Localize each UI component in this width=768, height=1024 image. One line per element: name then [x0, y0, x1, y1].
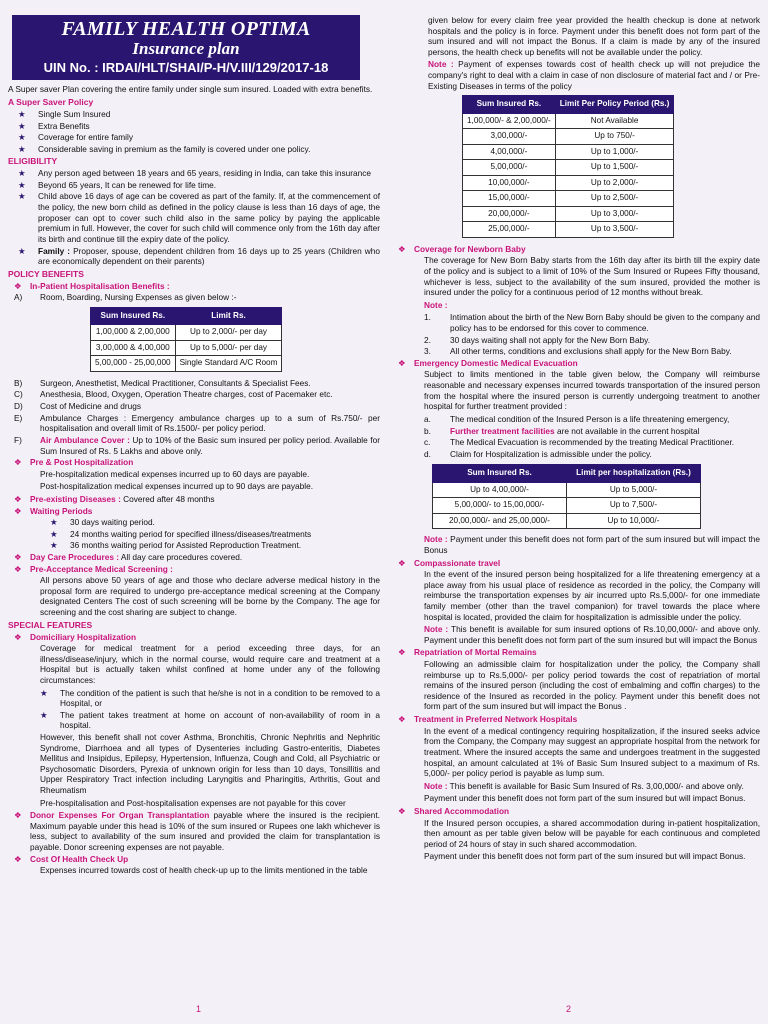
diamond-icon: ❖ [14, 457, 22, 468]
list-item: ❖ Domiciliary Hospitalization [8, 632, 380, 643]
list-item: 2. 30 days waiting shall not apply for the New Born Baby. [424, 334, 651, 345]
star-icon: ★ [18, 143, 26, 154]
table-row: 1,00,000/- & 2,00,000/- Not Available [463, 113, 674, 129]
diamond-icon: ❖ [14, 551, 22, 562]
list-item: ❖ Emergency Domestic Medical Evacuation [392, 358, 760, 369]
title-banner [12, 15, 360, 80]
policy-benefits-heading: POLICY BENEFITS [8, 268, 84, 279]
table-row: 20,00,000/- Up to 3,000/- [463, 206, 674, 222]
list-item: A) Room, Boarding, Nursing Expenses as given below :- [14, 292, 237, 303]
super-saver-heading: A Super Saver Policy [8, 97, 94, 108]
diamond-icon: ❖ [398, 557, 406, 568]
list-item: ★ Single Sum Insured [8, 109, 380, 120]
table-row: 3,00,000 & 4,00,000 Up to 5,000/- per day [91, 340, 282, 356]
list-item: ★ Family : Proposer, spouse, dependent children from 16 days up to 25 years (Children who are economically dependent on their parents) [8, 246, 380, 267]
list-item: D) Cost of Medicine and drugs [14, 401, 142, 412]
health-checkup-table: Sum Insured Rs. Limit Per Policy Period (Rs.) 1,00,000/- & 2,00,000/- Not Available 3,00,000/- Up to 750/- 4,00,000/- Up to 1,000/- 5,00,000/- Up to 1,500/- 10,00,000/- Up to 2,000/- 15,00,000/- Up to 2,500/- 20,00,000/- Up to 3,000/- 25,00,000/- Up to 3,500/- [462, 95, 674, 238]
star-icon: ★ [18, 168, 26, 179]
list-item: B) Surgeon, Anesthetist, Medical Practitioner, Consultants & Specialist Fees. [14, 377, 311, 388]
list-item: 1. Intimation about the birth of the New Born Baby should be given to the company and policy has to be endorsed for this cover to commence. [424, 312, 760, 334]
list-item: ❖ Shared Accommodation [392, 806, 760, 817]
list-item: F) Air Ambulance Cover : Up to 10% of the Basic sum insured per policy period. Available for Sum Insured of Rs. 5 Lakhs and above only. [14, 434, 380, 456]
table-row: 1,00,000 & 2,00,000 Up to 2,000/- per day [91, 325, 282, 341]
intro-text: A Super saver Plan covering the entire family under single sum insured. Loaded with extra benefits. [8, 84, 373, 95]
list-item: ❖ In-Patient Hospitalisation Benefits : [8, 281, 380, 292]
star-icon: ★ [40, 687, 48, 698]
diamond-icon: ❖ [14, 563, 22, 574]
list-item: ❖ Pre-existing Diseases : Covered after 48 months [8, 494, 380, 505]
list-item: ★ 24 months waiting period for specified illness/diseases/treatments [8, 529, 380, 540]
diamond-icon: ❖ [14, 505, 22, 516]
diamond-icon: ❖ [14, 810, 22, 821]
room-limits-table: Sum Insured Rs. Limit Rs. 1,00,000 & 2,00,000 Up to 2,000/- per day 3,00,000 & 4,00,000 Up to 5,000/- per day 5,00,000 - 25,00,000 Single Standard A/C Room [90, 307, 282, 372]
diamond-icon: ❖ [398, 714, 406, 725]
page-number: 2 [566, 1004, 572, 1015]
right-column: given below for every claim free year provided the health checkup is done at network hospitals and the policy is in force. Payment under this benefit does not form part of the sum insured and will not impact the Bonus. If a claim is made by any of the insured persons, the health check up benefits will not be available under the policy. Note : Payment of expenses towards cost of health check up will not prejudice the company's right to deal with a claim in case of non disclosure of material fact and / or Pre-Existing Diseases in terms of the policy Sum Insured Rs. Limit Per Policy Period (Rs.) 1,00,000/- & 2,00,000/- Not Available 3,00,000/- Up to 750/- 4,00,000/- Up to 1,000/- 5,00,000/- Up to 1,500/- 10,00,000/- Up to 2,000/- 15,00,000/- Up to 2,500/- 20,00,000/- Up to 3,000/- 25,00,000/- Up to 3,500/- ❖ Coverage for Newborn Baby The coverage for New Born Baby starts from the 16th day after its birth till the expiry date of the policy and is subject to a limit of 10% of the Sum Insured or Rupees Fifty thousand, whichever is less, subject to the availability of the sum insured, provided the mother is insured under the policy for a continuous period of 12 months without break. Note : 1. Intimation about the birth of the New Born Baby should be given to the company and policy has to be endorsed for this cover to commence. 2. 30 days waiting shall not apply for the New Born Baby. 3. All other terms, conditions and exclusions shall apply for the New Born Baby. ❖ Emergency Domestic Medical Evacuation Subject to limits mentioned in the table given below, the Company will reimburse reasonable and necessary expenses incurred towards transportation of the insured person from the hospital where the insured person is currently undergoing treatment to another hospital for further treatment provided : a. The medical condition of the Insured Person is a life threatening emergency, b. Further treatment facilities are not available in the current hospital c. The Medical Evacuation is recommended by the treating Medical Practitioner. d. Claim for Hospitalization is admissible under the policy. Sum Insured Rs. Limit per hospitalization (Rs.) Up to 4,00,000/- Up to 5,000/- 5,00,000/- to 15,00,000/- Up to 7,500/- 20,00,000/- and 25,00,000/- Up to 10,000/- Note : Payment under this benefit does not form part of the sum insured but will impact the Bonus ❖ Compassionate travel In the event of the insured person being hospitalized for a life threatening emergency at a place away from his usual place of residence as recorded in the policy, the Company will reimburse the transportation expenses by air incurred upto Rs.5,000/- for one immediate family member (other than the travel companion) for travel towards the place where hospital is located, provided the claim for hospitalization is admissible under the policy. Note : This benefit is available for sum insured options of Rs.10,00,000/- and above only. Payment under this benefit does not form part of the sum insured but will impact the Bonus ❖ Repatriation of Mortal Remains Following an admissible claim for hospitalization under the policy, the Company shall reimburse up to Rs.5,000/- per policy period towards the cost of repatriation of mortal remains of the insured person (including the cost of embalming and coffin charges) to the residence of the Insured as recorded in the policy. Payment under this benefit does not form part of the sum insured but will impact the Bonus . ❖ Treatment in Preferred Network Hospitals In the event of a medical contingency requiring hospitalization, if the insured seeks advice from the Company, the Company may suggest an appropriate hospital from the network for treatment. Where the insured accepts the same and undergoes treatment in the suggested hospital, an amount calculated at 1% of Basic Sum Insured subject to a maximum of Rs. 5,000/- per policy period is payable as lump sum. Note : This benefit is available for Basic Sum Insured of Rs. 3,00,000/- and above only. Payment under this benefit does not form part of the sum insured but will impact Bonus. ❖ Shared Accommodation If the Insured person occupies, a shared accommodation during in-patient hospitalization, then amount as per table given below will be payable for each continuous and completed period of 24 hours of stay in such shared accommodation. Payment under this benefit does not form part of the sum insured but will impact Bonus. [392, 0, 760, 864]
list-item: ★ Beyond 65 years, It can be renewed for life time. [8, 180, 380, 191]
list-item: ★ The patient takes treatment at home on account of non-availability of room in a hospital. [8, 710, 380, 731]
table-row: 20,00,000/- and 25,00,000/- Up to 10,000/- [433, 513, 701, 529]
uin-number: UIN No. : IRDAI/HLT/SHAI/P-H/V.III/129/2017-18 [43, 59, 329, 75]
list-item: ★ 36 months waiting period for Assisted Reproduction Treatment. [8, 540, 380, 551]
star-icon: ★ [50, 540, 58, 551]
diamond-icon: ❖ [14, 853, 22, 864]
list-item: ★ Any person aged between 18 years and 65 years, residing in India, can take this insurance [8, 168, 380, 179]
table-row: 10,00,000/- Up to 2,000/- [463, 175, 674, 191]
list-item: ★ The condition of the patient is such that he/she is not in a condition to be removed to a Hospital, or [8, 688, 380, 709]
list-item: b. Further treatment facilities are not available in the current hospital [424, 425, 700, 436]
list-item: ★ 30 days waiting period. [8, 517, 380, 528]
star-icon: ★ [18, 191, 26, 202]
list-item: 3. All other terms, conditions and exclusions shall apply for the New Born Baby. [424, 346, 732, 357]
star-icon: ★ [18, 132, 26, 143]
diamond-icon: ❖ [398, 243, 406, 254]
list-item: ❖ Compassionate travel [392, 558, 760, 569]
list-item: ❖ Repatriation of Mortal Remains [392, 647, 760, 658]
list-item: c. The Medical Evacuation is recommended by the treating Medical Practitioner. [424, 437, 735, 448]
page-number: 1 [196, 1004, 202, 1015]
table-row: 5,00,000 - 25,00,000 Single Standard A/C Room [91, 356, 282, 372]
star-icon: ★ [18, 108, 26, 119]
list-item: ★ Child above 16 days of age can be covered as part of the family. If, at the commencement of the policy, the new born child as defined in the policy clause is less than 16 days of age, the proposer can opt to cover such child also in the same policy by paying the applicable premium in full. However, the cover for such child will commence only from the 16th day after its birth and continue till the expiry date of the policy. [8, 191, 380, 244]
page-subtitle: Insurance plan [132, 39, 240, 58]
table-row: 5,00,000/- to 15,00,000/- Up to 7,500/- [433, 498, 701, 514]
list-item: ❖ Pre & Post Hospitalization [8, 457, 380, 468]
list-item: a. The medical condition of the Insured Person is a life threatening emergency, [424, 413, 730, 424]
star-icon: ★ [18, 120, 26, 131]
special-features-heading: SPECIAL FEATURES [8, 619, 93, 630]
table-row: Up to 4,00,000/- Up to 5,000/- [433, 482, 701, 498]
list-item: ★ Extra Benefits [8, 121, 380, 132]
evacuation-limits-table: Sum Insured Rs. Limit per hospitalization (Rs.) Up to 4,00,000/- Up to 5,000/- 5,00,000/- to 15,00,000/- Up to 7,500/- 20,00,000/- and 25,00,000/- Up to 10,000/- [432, 464, 701, 529]
list-item: ❖ Day Care Procedures : All day care procedures covered. [8, 552, 380, 563]
star-icon: ★ [18, 179, 26, 190]
star-icon: ★ [50, 517, 58, 528]
diamond-icon: ❖ [14, 280, 22, 291]
diamond-icon: ❖ [14, 493, 22, 504]
star-icon: ★ [40, 709, 48, 720]
table-row: 3,00,000/- Up to 750/- [463, 129, 674, 145]
list-item: ❖ Donor Expenses For Organ Transplantation payable where the insured is the recipient. Maximum payable under this head is 10% of the sum insured or Rupees one lakh whichever is less, subject to availability of the sum insured and provided the claim for transplantation is payable. Donor screening expenses are not payable. [8, 810, 380, 852]
list-item: ❖ Cost Of Health Check Up [8, 854, 380, 865]
diamond-icon: ❖ [398, 357, 406, 368]
star-icon: ★ [50, 528, 58, 539]
list-item: C) Anesthesia, Blood, Oxygen, Operation Theatre charges, cost of Pacemaker etc. [14, 389, 333, 400]
page-title: FAMILY HEALTH OPTIMA [61, 18, 311, 40]
list-item: E) Ambulance Charges : Emergency ambulance charges up to a sum of Rs.750/- per hospitalisation and overall limit of Rs.1500/- per policy period. [14, 412, 380, 434]
list-item: ❖ Coverage for Newborn Baby [392, 244, 760, 255]
list-item: ❖ Waiting Periods [8, 506, 380, 517]
diamond-icon: ❖ [14, 631, 22, 642]
list-item: ❖ Treatment in Preferred Network Hospitals [392, 714, 760, 725]
table-row: 4,00,000/- Up to 1,000/- [463, 144, 674, 160]
eligibility-heading: ELIGIBILITY [8, 156, 58, 167]
list-item: ❖ Pre-Acceptance Medical Screening : [8, 564, 380, 575]
list-item: d. Claim for Hospitalization is admissible under the policy. [424, 448, 652, 459]
list-item: ★ Considerable saving in premium as the family is covered under one policy. [8, 144, 380, 155]
diamond-icon: ❖ [398, 647, 406, 658]
list-item: ★ Coverage for entire family [8, 132, 380, 143]
left-column: FAMILY HEALTH OPTIMA Insurance plan UIN No. : IRDAI/HLT/SHAI/P-H/V.III/129/2017-18 A Super saver Plan covering the entire family under single sum insured. Loaded with extra benefits. A Super Saver Policy ★ Single Sum Insured ★ Extra Benefits ★ Coverage for entire family ★ Considerable saving in premium as the family is covered under one policy. ELIGIBILITY ★ Any person aged between 18 years and 65 years, residing in India, can take this insurance ★ Beyond 65 years, It can be renewed for life time. ★ Child above 16 days of age can be covered as part of the family. If, at the commencement of the policy, the new born child as defined in the policy clause is less than 16 days of age, the proposer can opt to cover such child also in the same policy by paying the applicable premium in full. However, the cover for such child will commence only from the 16th day after its birth and continue till the expiry date of the policy. ★ Family : Proposer, spouse, dependent children from 16 days up to 25 years (Children who are economically dependent on their parents) POLICY BENEFITS ❖ In-Patient Hospitalisation Benefits : A) Room, Boarding, Nursing Expenses as given below :- Sum Insured Rs. Limit Rs. 1,00,000 & 2,00,000 Up to 2,000/- per day 3,00,000 & 4,00,000 Up to 5,000/- per day 5,00,000 - 25,00,000 Single Standard A/C Room B) Surgeon, Anesthetist, Medical Practitioner, Consultants & Specialist Fees. C) Anesthesia, Blood, Oxygen, Operation Theatre charges, cost of Pacemaker etc. D) Cost of Medicine and drugs E) Ambulance Charges : Emergency ambulance charges up to a sum of Rs.750/- per hospitalisation and overall limit of Rs.1500/- per policy period. F) Air Ambulance Cover : Up to 10% of the Basic sum insured per policy period. Available for Sum Insured of Rs. 5 Lakhs and above only. ❖ Pre & Post Hospitalization Pre-hospitalization medical expenses incurred up to 60 days are payable. Post-hospitalization medical expenses incurred up to 90 days are payable. ❖ Pre-existing Diseases : Covered after 48 months ❖ Waiting Periods ★ 30 days waiting period. ★ 24 months waiting period for specified illness/diseases/treatments ★ 36 months waiting period for Assisted Reproduction Treatment. ❖ Day Care Procedures : All day care procedures covered. ❖ Pre-Acceptance Medical Screening : All persons above 50 years of age and those who declare adverse medical history in the proposal form are required to undergo pre-acceptance medical screening at the Company designated Centers The cost of such screening will be borne by the Company. The age for screening and the cost sharing are subject to change. SPECIAL FEATURES ❖ Domiciliary Hospitalization Coverage for medical treatment for a period exceeding three days, for an illness/disease/injury, which in the normal course, would require care and treatment at a Hospital but is actually taken whilst confined at home under any of the following circumstances: ★ The condition of the patient is such that he/she is not in a condition to be removed to a Hospital, or ★ The patient takes treatment at home on account of non-availability of room in a hospital. However, this benefit shall not cover Asthma, Bronchitis, Chronic Nephritis and Nephritic Syndrome, Diarrhoea and all types of Dysenteries including Gastro-enteritis, Diabetes Mellitus and Insipidus, Epilepsy, Hypertension, Influenza, Cough and Cold, all Psychiatric or Psychosomatic Disorders, Pyrexia of unknown origin for less than 10 days, Tonsillitis and Upper Respiratory Tract infection including Laryngitis and Pharingitis, Arthritis, Gout and Rheumatism Pre-hospitalisation and Post-hospitalisation expenses are not payable for this cover ❖ Donor Expenses For Organ Transplantation payable where the insured is the recipient. Maximum payable under this head is 10% of the sum insured or Rupees one lakh whichever is less, subject to availability of the sum insured and provided the claim for transplantation is payable. Donor screening expenses are not payable. ❖ Cost Of Health Check Up Expenses incurred towards cost of health check-up up to the limits mentioned in the table [8, 0, 380, 878]
star-icon: ★ [18, 245, 26, 256]
diamond-icon: ❖ [398, 805, 406, 816]
table-row: 15,00,000/- Up to 2,500/- [463, 191, 674, 207]
table-row: 5,00,000/- Up to 1,500/- [463, 160, 674, 176]
table-row: 25,00,000/- Up to 3,500/- [463, 222, 674, 238]
